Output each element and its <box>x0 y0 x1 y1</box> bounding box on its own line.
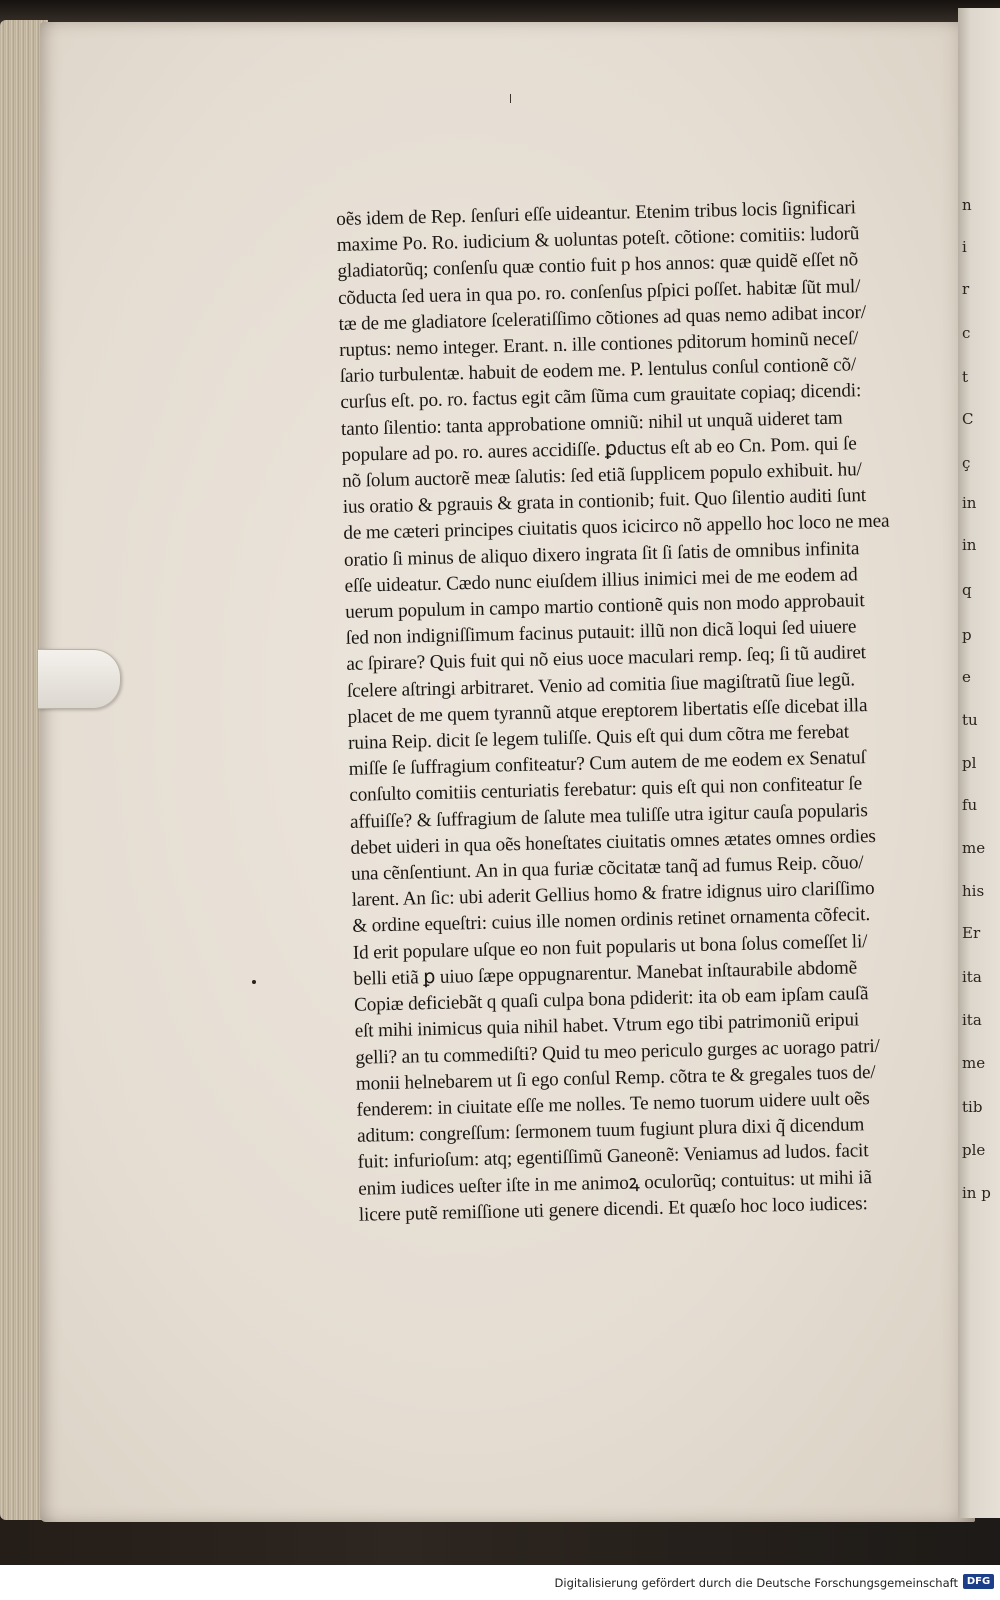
facing-page-fragment: n <box>962 196 972 214</box>
facing-page-fragment: in <box>962 536 977 554</box>
facing-page-fragment: in p <box>962 1184 991 1202</box>
text-line: Id erit populare uſque eo non fuit popularis ut bona ſolus comeſſet li/ <box>352 930 868 964</box>
text-line: maxime Po. Ro. iudicium & uoluntas poteſt. cõtione: comitiis: ludorũ <box>336 223 860 257</box>
facing-page-fragment: e <box>962 668 971 686</box>
facing-page-fragment: ita <box>962 1011 982 1029</box>
text-line: Copiæ deficiebãt q quaſi culpa bona pdiderit: ita ob eam ipſam cauſã <box>353 983 869 1016</box>
facing-page-fragment: ple <box>962 1141 986 1159</box>
text-line: ſcelere aſtringi arbitraret. Venio ad comitia ſiue magiſtratũ ſiue legũ. <box>346 669 856 702</box>
text-line: gelli? an tu commediſti? Quid tu meo periculo gurges ac uorago patri/ <box>355 1035 880 1069</box>
text-line: nõ ſolum auctorẽ meæ ſalutis: ſed etiã ſupplicem populo exhibuit. hu/ <box>341 459 862 492</box>
text-line: ſed non indigniſſimum facinus putauit: illũ non dicã loqui ſed uiuere <box>345 616 857 650</box>
facing-page-fragment: Er <box>962 924 981 942</box>
facing-page-fragment: tu <box>962 711 978 729</box>
facing-page-fragment: t <box>962 368 969 386</box>
facing-page-fragment: q <box>962 581 972 599</box>
text-line: tæ de me gladiatore ſceleratiſſimo cõtiones ad quas nemo adibat incor/ <box>338 301 867 335</box>
facing-page-edge <box>958 8 1000 1518</box>
ink-speck <box>252 980 256 984</box>
funding-credit: Digitalisierung gefördert durch die Deutsche Forschungsgemeinschaft <box>554 1576 958 1590</box>
text-line: belli etiã ꝑ uiuo ſæpe oppugnarentur. Manebat inſtaurabile abdomẽ <box>353 957 858 990</box>
text-line: conſulto comitiis centuriatis ferebatur: quis eſt qui non confiteatur ſe <box>349 773 863 807</box>
facing-page-fragment: p <box>962 626 972 644</box>
text-line: fenderem: in ciuitate eſſe me nolles. Te nemo tuorum uidere uult oẽs <box>356 1088 870 1121</box>
text-line: gladiatorũq; conſenſu quæ contio fuit p hos annos: quæ quidẽ eſſet nõ <box>337 249 859 283</box>
text-line: monii helnebarem ut ſi ego conſul Remp. cõtra te & gregales tuos de/ <box>355 1061 876 1095</box>
footer-bar <box>0 1565 1000 1600</box>
facing-page-fragment: ç <box>962 454 971 472</box>
facing-page-fragment: his <box>962 882 985 900</box>
facing-page-fragment: tib <box>962 1098 983 1116</box>
text-line: ac ſpirare? Quis fuit qui nõ eius uoce maculari remp. ſeq; ſi tũ audiret <box>346 642 867 676</box>
text-line: placet de me quem tyrannũ atque ereptorem libertatis eſſe dicebat illa <box>347 694 868 728</box>
text-line: affuiſſe? & ſuffragium de ſalute mea tuliſſe utra igitur cauſa popularis <box>349 799 868 833</box>
text-line: de me cæteri principes ciuitatis quos icicirco nõ appello hoc loco ne mea <box>343 510 890 545</box>
text-line: eſſe uideatur. Cædo nunc eiuſdem illius inimici mei de me eodem ad <box>344 564 858 597</box>
text-line: licere putẽ remiſſione uti genere dicendi. Et quæſo hoc loco iudices: <box>358 1192 868 1226</box>
facing-page-fragment: i <box>962 238 967 256</box>
facing-page-fragment: pl <box>962 754 977 772</box>
margin-mark <box>510 94 511 103</box>
text-line: oẽs idem de Rep. ſenſuri eſſe uideantur. Etenim tribus locis ſignificari <box>336 197 857 230</box>
page-marker-tab <box>38 649 121 709</box>
text-line: tanto ſilentio: tanta approbatione omniũ: nihil ut unquã uideret tam <box>340 407 843 440</box>
facing-page-fragment: r <box>962 280 970 298</box>
text-line: cõducta ſed uera in qua po. ro. conſenſus pſpici poſſet. habitæ ſũt mul/ <box>337 275 861 309</box>
facing-page-fragment: me <box>962 1054 986 1072</box>
text-line: ruina Reip. dicit ſe legem tuliſſe. Quis eſt qui dum cõtra me ferebat <box>347 721 850 754</box>
facing-page-fragment: C <box>962 410 974 428</box>
text-line: ius oratio & pgrauis & grata in contionib; fuit. Quo ſilentio auditi ſunt <box>342 485 867 519</box>
text-line: oratio ſi minus de aliquo dixero ingrata ſit ſi ſatis de omnibus infinita <box>343 537 860 571</box>
text-line: miſſe ſe ſuffragium confiteatur? Cum autem de me eodem ex Senatuſ <box>348 747 866 781</box>
text-line: ruptus: nemo integer. Erant. n. ille contiones pditorum hominũ neceſ/ <box>339 328 859 361</box>
facing-page-fragment: me <box>962 839 986 857</box>
text-line: una cẽnſentiunt. An in qua furiæ cõcitatæ tanq̃ ad fumus Reip. cõuo/ <box>350 852 864 885</box>
text-line: fuit: infurioſum: atq; egentiſſimũ Ganeonẽ: Veniamus ad ludos. facit <box>357 1140 869 1174</box>
facing-page-fragment: in <box>962 494 977 512</box>
text-line: larent. An ſic: ubi aderit Gellius homo & fratre idignus uiro clariſſimo <box>351 878 875 912</box>
facing-page-fragment: ita <box>962 968 982 986</box>
text-line: & ordine equeſtri: cuius ille nomen ordinis retinet ornamenta cõfecit. <box>352 904 871 938</box>
facing-page-fragment: c <box>962 324 971 342</box>
text-line: curſus eſt. po. ro. factus egit cãm ſũma cum grauitate copiaq; dicendi: <box>340 380 862 414</box>
text-line: enim iudices ueſter iſte in me animoꝝ oculorũq; contuitus: ut mihi iã <box>358 1166 873 1200</box>
body-text <box>336 193 984 1229</box>
text-line: eſt mihi inimicus quia nihil habet. Vtrum ego tibi patrimoniũ eripui <box>354 1009 860 1043</box>
text-line: aditum: congreſſum: ſermonem tuum fugiunt plura dixi q̃ dicendum <box>356 1114 865 1147</box>
text-line: populare ad po. ro. aures accidiſſe. ꝑductus eſt ab eo Cn. Pom. qui ſe <box>341 433 857 466</box>
facing-page-fragment: fu <box>962 796 978 814</box>
text-line: ſario turbulentæ. habuit de eodem me. P. lentulus conſul contionẽ cõ/ <box>339 354 857 388</box>
dfg-logo-icon: DFG <box>963 1574 994 1589</box>
text-line: debet uideri in qua oẽs honeſtates ciuitatis omnes ætates omnes ordies <box>350 825 876 859</box>
text-line: uerum populum in campo martio contionẽ quis non modo approbauit <box>344 590 865 623</box>
